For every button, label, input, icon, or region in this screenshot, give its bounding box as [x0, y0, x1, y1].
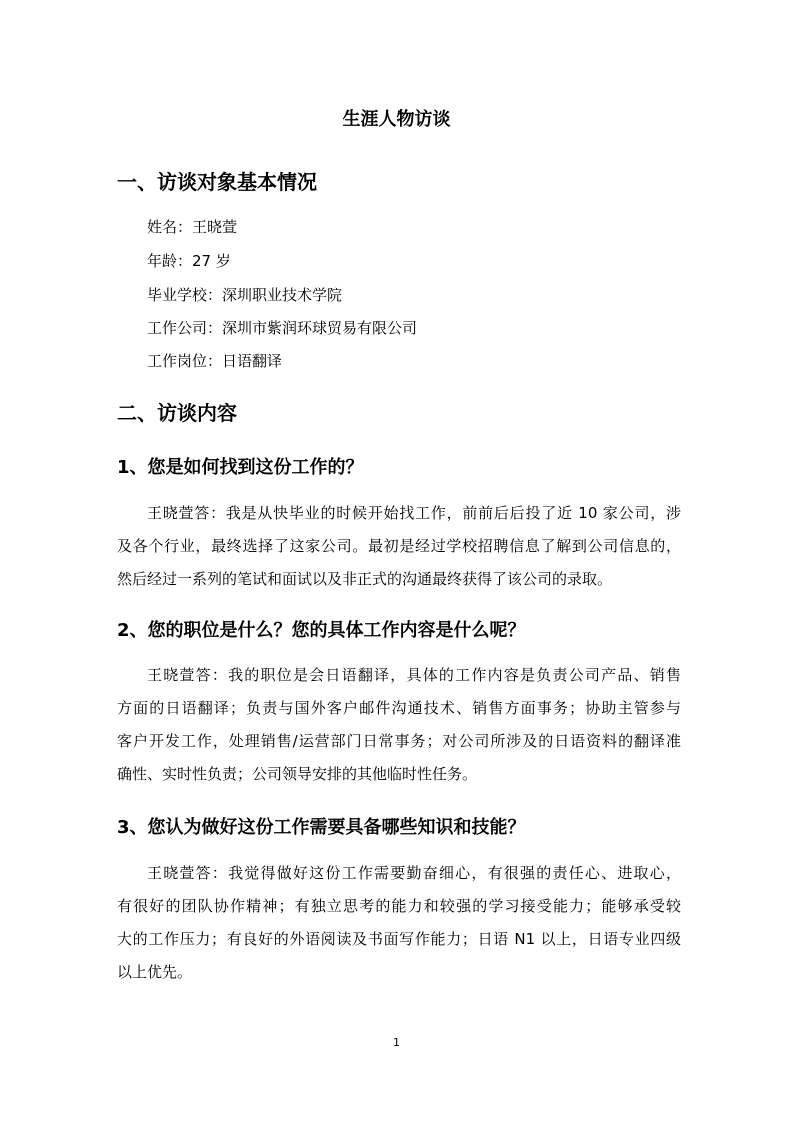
answer-line: 王晓萱答：我的职位是会日语翻译，具体的工作内容是负责公司产品、销售 — [147, 666, 681, 684]
answer-line: 王晓萱答：我是从快毕业的时候开始找工作，前前后后投了近 10 家公司，涉 — [147, 504, 681, 522]
section-heading-interview: 二、访谈内容 — [117, 401, 237, 425]
info-position: 工作岗位：日语翻译 — [147, 352, 283, 370]
section-heading-basic-info: 一、访谈对象基本情况 — [117, 170, 317, 194]
question-3: 3、您认为做好这份工作需要具备哪些知识和技能？ — [117, 817, 526, 838]
question-1: 1、您是如何找到这份工作的？ — [117, 457, 364, 478]
question-2: 2、您的职位是什么？您的具体工作内容是什么呢？ — [117, 620, 526, 641]
answer-line: 王晓萱答：我觉得做好这份工作需要勤奋细心，有很强的责任心、进取心， — [147, 864, 681, 882]
answer-line: 然后经过一系列的笔试和面试以及非正式的沟通最终获得了该公司的录取。 — [117, 570, 613, 588]
answer-line: 客户开发工作，处理销售/运营部门日常事务；对公司所涉及的日语资料的翻译准 — [117, 732, 681, 750]
info-company: 工作公司：深圳市紫润环球贸易有限公司 — [147, 319, 418, 337]
info-school: 毕业学校：深圳职业技术学院 — [147, 286, 343, 304]
answer-line: 确性、实时性负责；公司领导安排的其他临时性任务。 — [117, 765, 478, 783]
info-name: 姓名：王晓萱 — [147, 218, 238, 236]
answer-line: 有很好的团队协作精神；有独立思考的能力和较强的学习接受能力；能够承受较 — [117, 897, 681, 915]
answer-line: 大的工作压力；有良好的外语阅读及书面写作能力；日语 N1 以上，日语专业四级 — [117, 930, 681, 948]
answer-line: 及各个行业，最终选择了这家公司。最初是经过学校招聘信息了解到公司信息的， — [117, 537, 681, 555]
info-age: 年龄：27 岁 — [147, 252, 231, 270]
page-title: 生涯人物访谈 — [342, 109, 451, 130]
answer-line: 方面的日语翻译；负责与国外客户邮件沟通技术、销售方面事务；协助主管参与 — [117, 699, 681, 717]
answer-line: 以上优先。 — [117, 963, 193, 981]
page-number: 1 — [393, 1036, 400, 1049]
